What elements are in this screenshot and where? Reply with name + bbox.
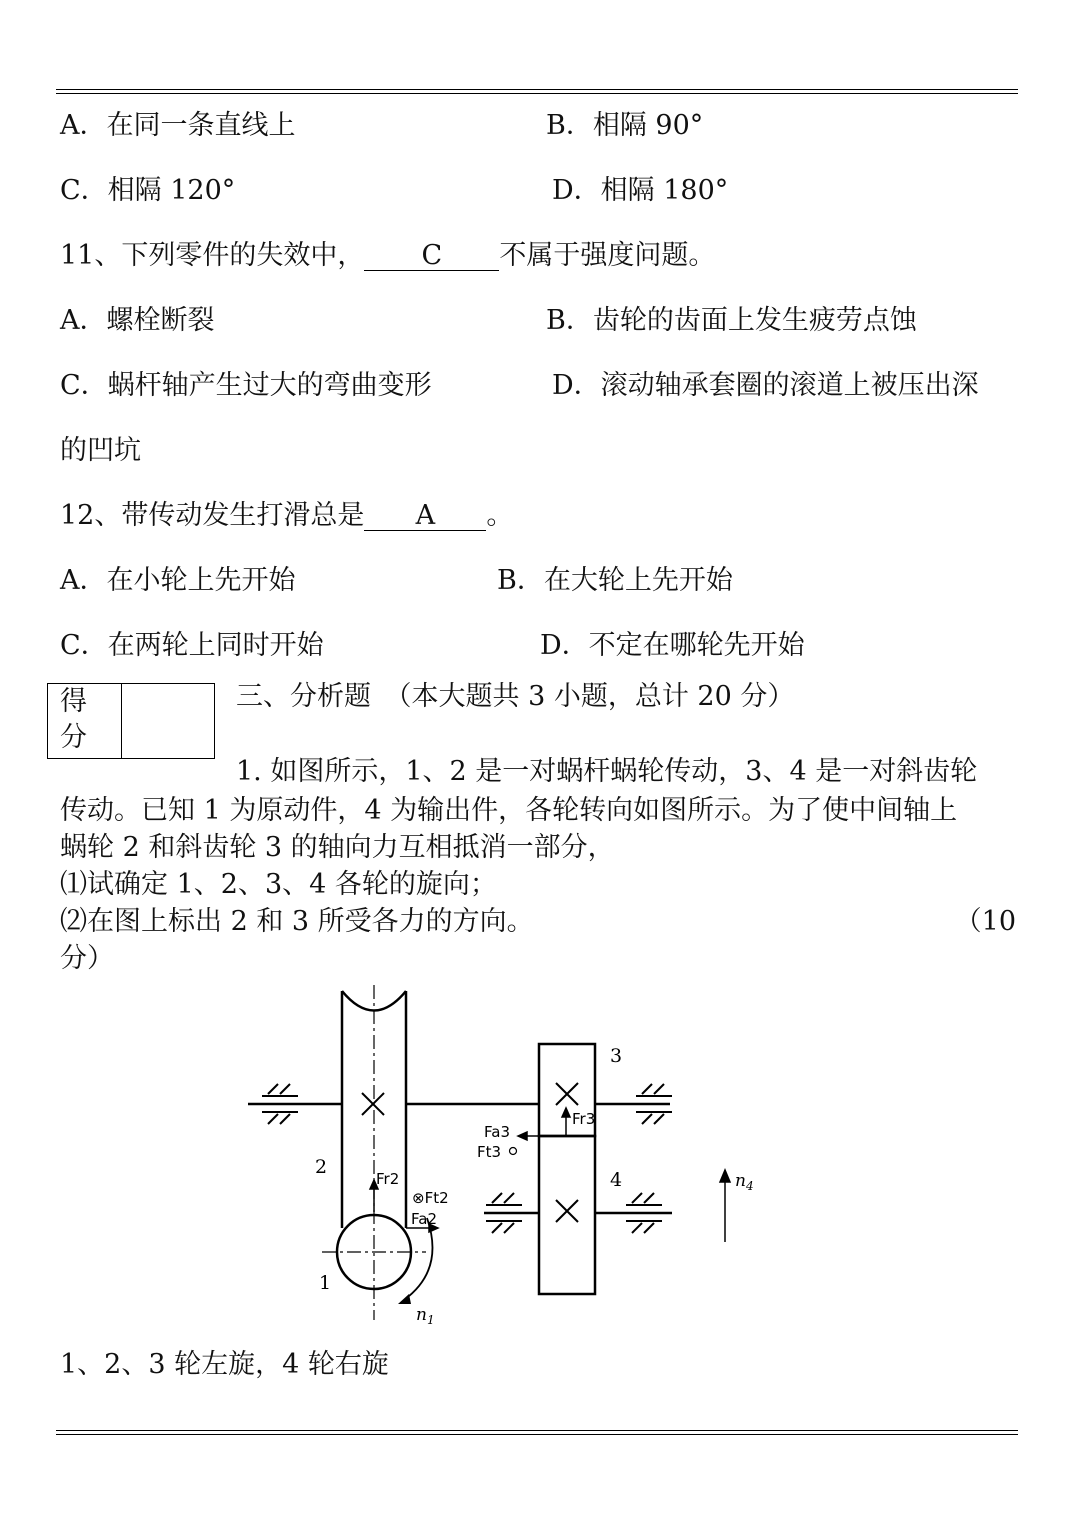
score-label bbox=[48, 684, 122, 758]
q1-line-1: 1. 如图所示，1、2 是一对蜗杆蜗轮传动，3、4 是一对斜齿轮 bbox=[236, 756, 978, 787]
score-box bbox=[47, 683, 215, 759]
ft2-label: ⊗Ft2 bbox=[412, 1189, 449, 1207]
bottom-rule bbox=[56, 1430, 1018, 1431]
fa3-label: Fa3 bbox=[484, 1123, 510, 1141]
q11-answer: C bbox=[364, 242, 499, 271]
n1-label: $n_1$ bbox=[416, 1305, 435, 1327]
q10-option-c: C．相隔 120° bbox=[60, 175, 236, 206]
q1-item-1: ⑴试确定 1、2、3、4 各轮的旋向； bbox=[60, 869, 497, 900]
q1-points-b: 分） bbox=[60, 943, 114, 974]
q12-answer: A bbox=[364, 502, 486, 531]
fr3-arrow-head bbox=[562, 1108, 570, 1117]
q11-question bbox=[60, 239, 715, 273]
gear-4-block bbox=[539, 1136, 595, 1294]
q11-option-d: D．滚动轴承套圈的滚道上被压出深 bbox=[552, 370, 979, 401]
q12-suffix: 。 bbox=[486, 500, 514, 531]
q12-option-c: C．在两轮上同时开始 bbox=[60, 630, 324, 661]
fa2-label: Fa2 bbox=[411, 1210, 437, 1228]
q1-line-3: 蜗轮 2 和斜齿轮 3 的轴向力互相抵消一部分， bbox=[60, 832, 615, 863]
score-label-1: 得 bbox=[60, 686, 87, 717]
q12-question bbox=[60, 499, 513, 533]
q12-option-b: B．在大轮上先开始 bbox=[497, 565, 733, 596]
top-rule bbox=[56, 89, 1018, 90]
q11-prefix: 11、下列零件的失效中， bbox=[60, 240, 365, 271]
n4-label: $n_4$ bbox=[735, 1171, 754, 1193]
q11-option-d-continued: 的凹坑 bbox=[60, 435, 141, 466]
q1-line-2: 传动。已知 1 为原动件，4 为输出件，各轮转向如图所示。为了使中间轴上 bbox=[60, 795, 958, 826]
q11-option-c: C．蜗杆轴产生过大的弯曲变形 bbox=[60, 370, 432, 401]
gear-transmission-figure bbox=[0, 980, 1075, 1380]
q10-option-b: B．相隔 90° bbox=[546, 110, 704, 141]
q10-option-d: D．相隔 180° bbox=[552, 175, 729, 206]
bottom-rule-2 bbox=[56, 1434, 1018, 1435]
label-3: 3 bbox=[610, 1045, 623, 1067]
score-label-2: 分 bbox=[60, 722, 87, 753]
fr2-label: Fr2 bbox=[376, 1170, 400, 1188]
q1-item-2-row bbox=[60, 903, 1016, 940]
n4-arrow-head bbox=[720, 1170, 730, 1182]
n1-rotation-head bbox=[398, 1294, 411, 1304]
q12-option-d: D．不定在哪轮先开始 bbox=[540, 630, 805, 661]
q1-item-2: ⑵在图上标出 2 和 3 所受各力的方向。 bbox=[60, 906, 534, 937]
label-1: 1 bbox=[319, 1272, 332, 1294]
ft3-label: Ft3 bbox=[477, 1143, 502, 1161]
fa3-arrow-head bbox=[518, 1132, 527, 1140]
top-rule-2 bbox=[56, 93, 1018, 94]
q12-option-a: A．在小轮上先开始 bbox=[60, 565, 296, 596]
q1-points-a: （10 bbox=[954, 906, 1016, 937]
label-4: 4 bbox=[610, 1169, 623, 1191]
q1-answer: 1、2、3 轮左旋，4 轮右旋 bbox=[60, 1349, 389, 1380]
fr3-label: Fr3 bbox=[572, 1110, 596, 1128]
q11-option-b: B．齿轮的齿面上发生疲劳点蚀 bbox=[546, 305, 917, 336]
label-2: 2 bbox=[315, 1156, 328, 1178]
q11-option-a: A．螺栓断裂 bbox=[60, 305, 215, 336]
q10-option-a: A．在同一条直线上 bbox=[60, 110, 296, 141]
ft3-dot-symbol bbox=[510, 1148, 517, 1155]
q12-prefix: 12、带传动发生打滑总是 bbox=[60, 500, 365, 531]
q11-suffix: 不属于强度问题。 bbox=[499, 240, 716, 271]
n1-rotation-arc bbox=[404, 1218, 432, 1300]
section3-heading: 三、分析题 （本大题共 3 小题，总计 20 分） bbox=[236, 681, 795, 712]
q1-body bbox=[60, 792, 1016, 977]
